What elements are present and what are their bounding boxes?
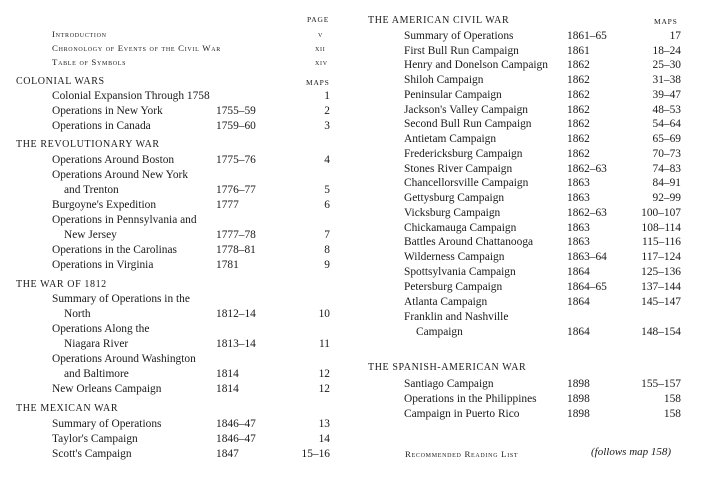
section-heading-spanish-american-war: THE SPANISH-AMERICAN WAR <box>368 362 527 373</box>
toc-entry-symbols: Table of Symbols <box>52 57 127 67</box>
section-heading-colonial-wars: COLONIAL WARS <box>16 76 105 87</box>
toc-page-chronology: xii <box>315 43 326 53</box>
table-of-contents: PAGE Introduction v Chronology of Events of the Civil War xii Table of Symbols xiv COLONIAL WARS MAPS Colonial Expansion Through 1758 1 Operations in New York 1755–59 2 Operations in Canada 1759–60 3 THE REVOLUTIONARY WAR Operations Around Boston 1775–76 4 Operations Around New York and Trenton 1776–77 5 Burgoyne's Expedition 1777 6 Operations in Pennsylvania and New Jersey 1777–78 7 Operations in the Carolinas 1778–81 8 Operations in Virginia 1781 9 THE WAR OF 1812 Summary of Operations in the North 1812–14 10 Operations Along the Niagara River 1813–14 11 Operations Around Washington and Baltimore 1814 12 New Orleans Campaign 1814 12 THE MEXICAN WAR Summary of Operations 1846–47 13 Taylor's Campaign 1846–47 14 Scott's Campaign 1847 15–16 THE AMERICAN CIVIL WAR MAPS Summary of Operations 1861–65 17 First Bull Run Campaign 1861 18–24 Henry and Donelson Campaign 1862 25–30 Shiloh Campaign 1862 31–38 Peninsular Campaign 1862 39–47 Jackson's Valley Campaign 1862 48–53 Second Bull Run Campaign 1862 54–64 Antietam Campaign 1862 65–69 Fredericksburg Campaign 1862 70–73 Stones River Campaign 1862–63 74–83 Chancellorsville Campaign 1863 84–91 Gettysburg Campaign 1863 92–99 Vicksburg Campaign 1862–63 100–107 Chickamauga Campaign 1863 108–114 Battles Around Chattanooga 1863 115–116 Wilderness Campaign 1863–64 117–124 Spottsylvania Campaign 1864 125–136 Petersburg Campaign 1864–65 137–144 Atlanta Campaign 1864 145–147 Franklin and Nashville Campaign 1864 148–154 THE SPANISH-AMERICAN WAR Santiago Campaign 1898 155–157 Operations in the Philippines 1898 158 Campaign in Puerto Rico 1898 158 Recommended Reading List (follows map 158) <box>16 15 681 460</box>
section-heading-war-of-1812: THE WAR OF 1812 <box>16 279 107 290</box>
section-heading-mexican-war: THE MEXICAN WAR <box>16 403 119 414</box>
toc-page-introduction: v <box>318 29 324 39</box>
section-heading-civil-war: THE AMERICAN CIVIL WAR <box>368 15 510 26</box>
maps-column-header: MAPS <box>654 17 678 26</box>
toc-page-symbols: xiv <box>315 57 328 67</box>
toc-entry-introduction: Introduction <box>52 29 107 39</box>
toc-entry-chronology: Chronology of Events of the Civil War <box>52 43 222 53</box>
section-heading-revolutionary-war: THE REVOLUTIONARY WAR <box>16 139 160 150</box>
page-column-header: PAGE <box>307 15 330 24</box>
reading-list-note: (follows map 158) <box>591 446 672 458</box>
maps-column-header: MAPS <box>306 78 330 87</box>
reading-list-title: Recommended Reading List <box>405 449 519 459</box>
